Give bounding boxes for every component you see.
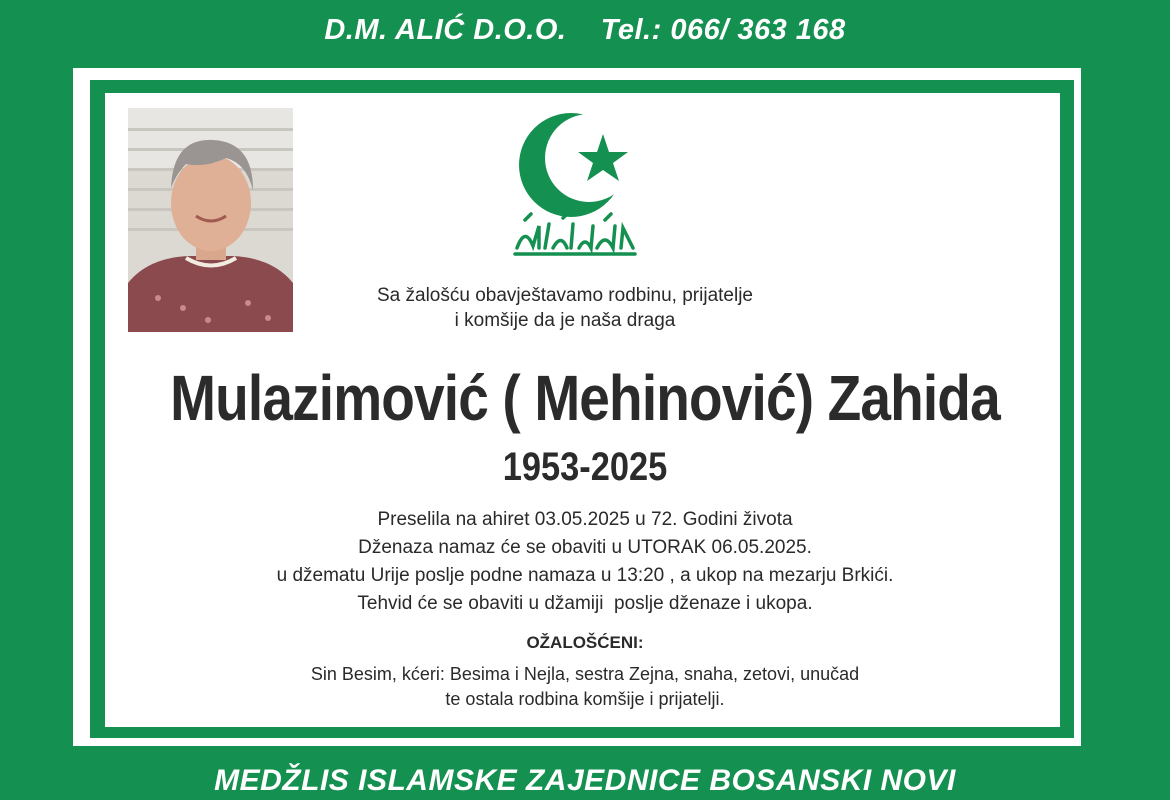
mourners-line: Sin Besim, kćeri: Besima i Nejla, sestra Zejna, snaha, zetovi, unučad	[310, 664, 860, 684]
mourners-heading: OŽALOŠĆENI:	[526, 633, 644, 652]
life-years: 1953-2025	[502, 445, 668, 489]
phone-number: Tel.: 066/ 363 168	[600, 14, 846, 46]
detail-line: Preselila na ahiret 03.05.2025 u 72. Godini života	[377, 509, 793, 530]
detail-line: u džematu Urije poslje podne namaza u 13:20 , a ukop na mezarju Brkići.	[276, 565, 894, 586]
detail-line: Dženaza namaz će se obaviti u UTORAK 06.05.2025.	[358, 537, 812, 558]
deceased-photo	[128, 108, 293, 332]
intro-line: Sa žalošću obavještavamo rodbinu, prijatelje	[377, 285, 753, 306]
funeral-details	[170, 506, 1000, 618]
funeral-home-header	[0, 14, 1170, 47]
intro-line: i komšije da je naša draga	[454, 310, 676, 331]
arabic-calligraphy-icon	[515, 212, 635, 254]
deceased-name: Mulazimović ( Mehinović) Zahida	[170, 362, 1000, 434]
footer-organization: MEDŽLIS ISLAMSKE ZAJEDNICE BOSANSKI NOVI	[214, 764, 956, 797]
company-name: D.M. ALIĆ D.O.O.	[324, 14, 567, 46]
mourners-line: te ostala rodbina komšije i prijatelji.	[445, 689, 725, 709]
mourners-list	[170, 662, 1000, 712]
intro-text	[300, 283, 830, 333]
emblem	[505, 108, 645, 264]
detail-line: Tehvid će se obaviti u džamiji poslje dženaze i ukopa.	[357, 593, 813, 614]
crescent-star-icon	[505, 108, 645, 264]
